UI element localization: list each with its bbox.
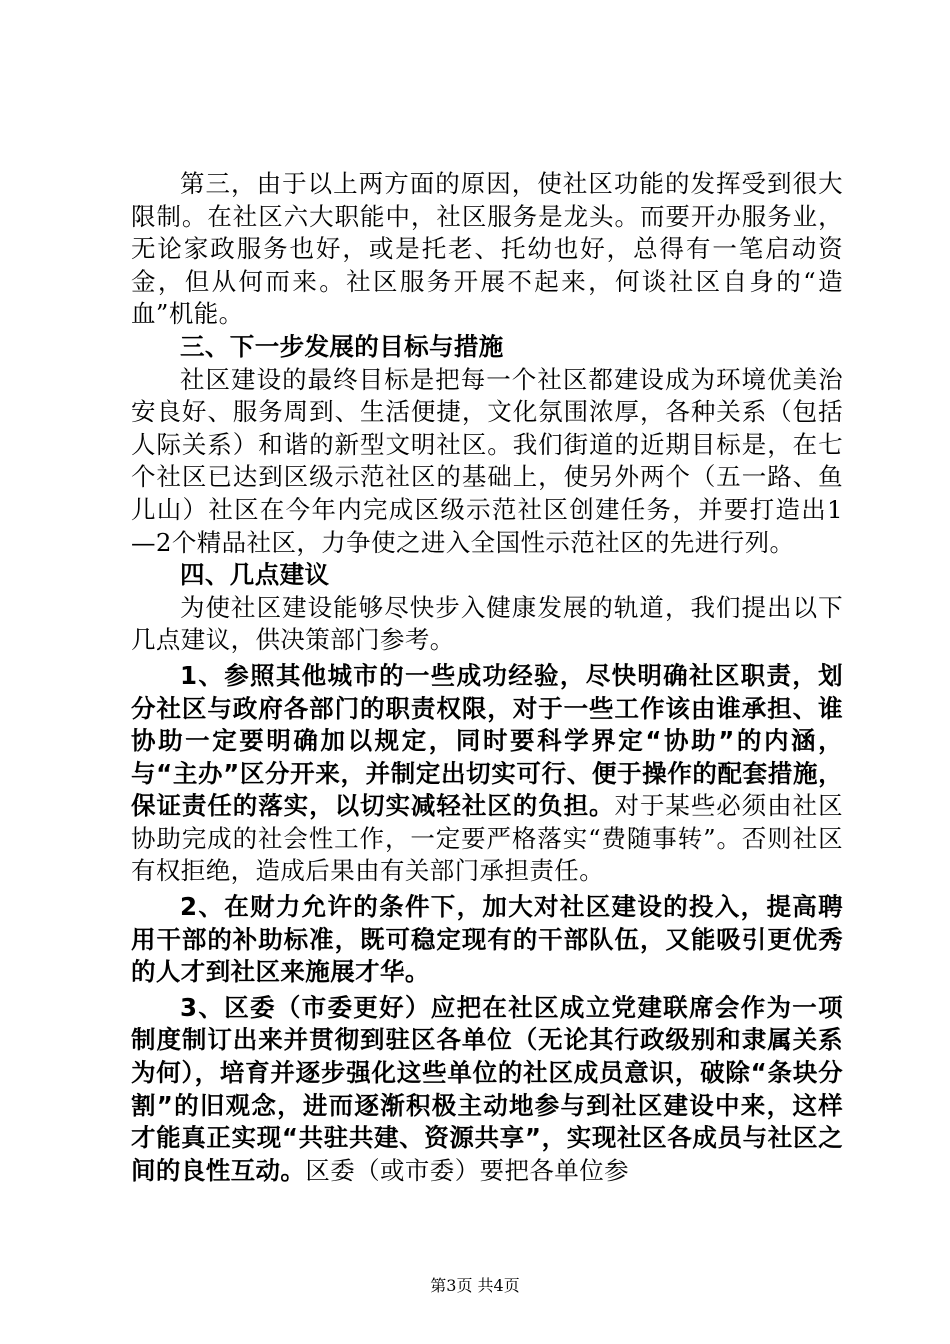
suggestion-1-bold-text: 1、参照其他城市的一些成功经验，尽快明确社区职责，划分社区与政府各部门的职责权限，对于一些工作该由谁承担、谁协助一定要明确加以规定，同时要科学界定“协助”的内涵，与“主办”区分开来，并制定出切实可行、便于操作的配套措施，保证责任的落实，以切实减轻社区的负担。	[131, 660, 843, 821]
page-footer: 第3页 共4页	[430, 1276, 520, 1295]
paragraph-suggestion-3	[131, 992, 843, 1188]
section-heading-goals: 三、下一步发展的目标与措施	[180, 331, 504, 361]
suggestion-3-bold-text: 3、区委（市委更好）应把在社区成立党建联席会作为一项制度制订出来并贯彻到驻区各单位（无论其行政级别和隶属关系为何），培育并逐步强化这些单位的社区成员意识，破除“条块分割”的旧观念，进而逐渐积极主动地参与到社区建设中来，这样才能真正实现“共驻共建、资源共享”，实现社区各成员与社区之间的良性互动。	[131, 992, 843, 1185]
paragraph-third-point: 第三，由于以上两方面的原因，使社区功能的发挥受到很大限制。在社区六大职能中，社区服务是龙头。而要开办服务业，无论家政服务也好，或是托老、托幼也好，总得有一笔启动资金，但从何而来。社区服务开展不起来，何谈社区自身的“造血”机能。	[131, 169, 843, 329]
suggestion-1-normal-text: 对于某些必须由社区协助完成的社会性工作，一定要严格落实“费随事转”。否则社区有权拒绝，造成后果由有关部门承担责任。	[131, 791, 843, 886]
suggestion-3-normal-text: 区委（或市委）要把各单位参	[305, 1155, 630, 1185]
section-heading-suggestions: 四、几点建议	[180, 560, 330, 590]
document-body	[131, 168, 843, 1187]
paragraph-goals: 社区建设的最终目标是把每一个社区都建设成为环境优美治安良好、服务周到、生活便捷，文化氛围浓厚，各种关系（包括人际关系）和谐的新型文明社区。我们街道的近期目标是，在七个社区已达到区级示范社区的基础上，使另外两个（五一路、鱼儿山）社区在今年内完成区级示范社区创建任务，并要打造出1—2个精品社区，力争使之进入全国性示范社区的先进行列。	[131, 364, 843, 557]
paragraph-suggestions-intro: 为使社区建设能够尽快步入健康发展的轨道，我们提出以下几点建议，供决策部门参考。	[131, 592, 843, 655]
paragraph-suggestion-2: 2、在财力允许的条件下，加大对社区建设的投入，提高聘用干部的补助标准，既可稳定现有的干部队伍，又能吸引更优秀的人才到社区来施展才华。	[131, 892, 843, 987]
paragraph-suggestion-1	[131, 660, 843, 888]
